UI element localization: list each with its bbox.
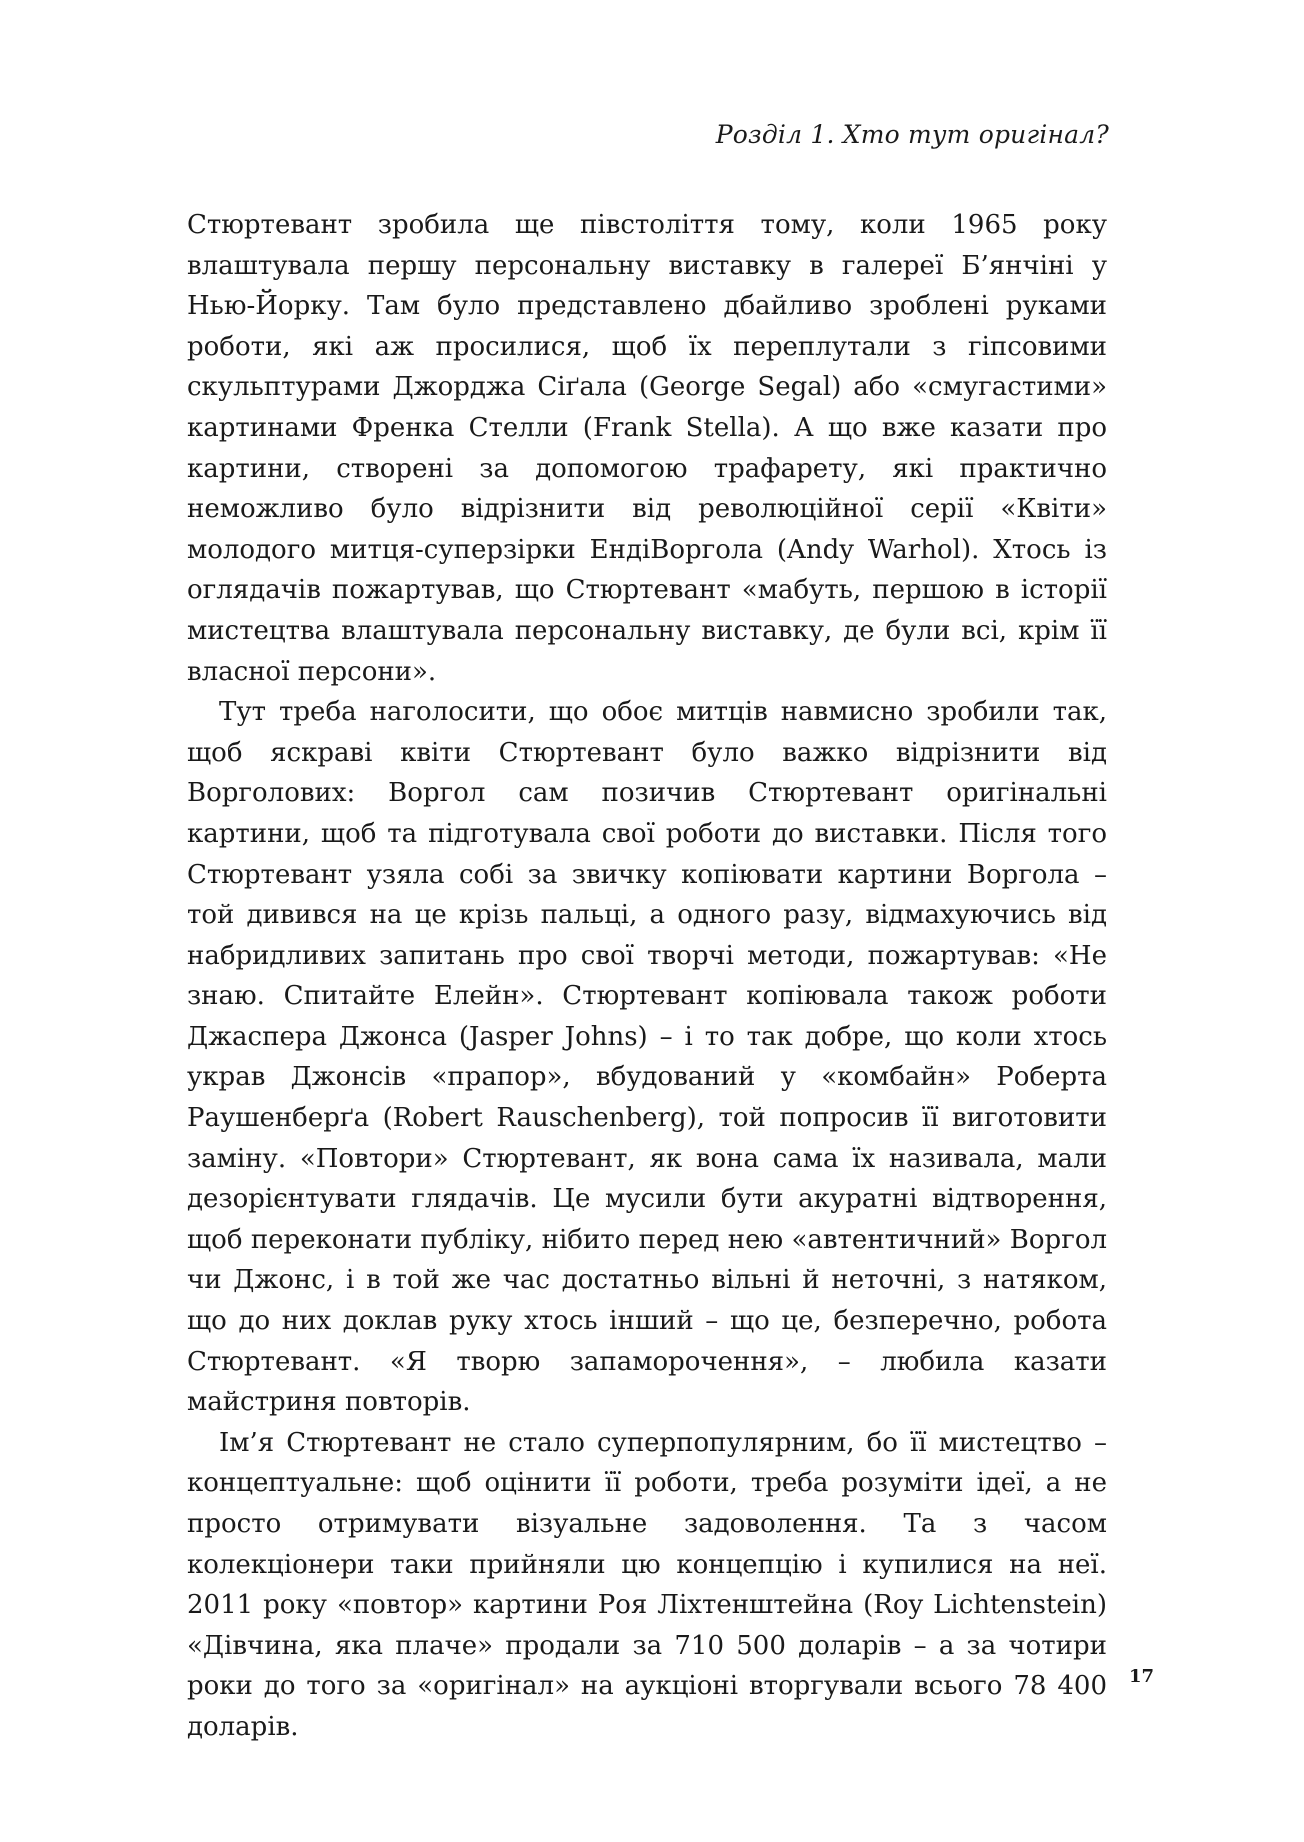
body-text (187, 205, 1107, 1748)
paragraph: Стюртевант зробила ще півстоліття тому, коли 1965 року влаштувала першу персональну виставку в галереї Б’янчіні у Нью-Йорку. Там було представлено дбайливо зроблені руками роботи, які аж просилися, щоб їх переплутали з гіпсовими скульптурами Джорджа Сіґала (George Segal) або «смугастими» картинами Френка Стелли (Frank Stella). А що вже казати про картини, створені за допомогою трафарету, які практично неможливо було відрізнити від революційної серії «Квіти» молодого митця-суперзірки ЕндіВоргола (Andy Warhol). Хтось із оглядачів пожартував, що Стюртевант «мабуть, першою в історії мистецтва влаштувала персональну виставку, де були всі, крім її власної персони». (187, 210, 1107, 687)
running-head: Розділ 1. Хто тут оригінал? (715, 120, 1109, 149)
page-number: 17 (1128, 1666, 1154, 1687)
paragraph: Ім’я Стюртевант не стало суперпопулярним, бо її мистецтво – концептуальне: щоб оцінити її роботи, треба розуміти ідеї, а не просто отримувати візуальне задоволення. Та з часом колекціонери таки прийняли цю концепцію і купилися на неї. 2011 року «повтор» картини Роя Ліхтенштейна (Roy Lichtenstein) «Дівчина, яка плаче» продали за 710 500 доларів – а за чотири роки до того за «оригінал» на аукціоні вторгували всього 78 400 доларів. (187, 1427, 1107, 1742)
paragraph: Тут треба наголосити, що обоє митців навмисно зробили так, щоб яскраві квіти Стюртевант було важко відрізнити від Ворголових: Воргол сам позичив Стюртевант оригінальні картини, щоб та підготувала свої роботи до виставки. Після того Стюртевант узяла собі за звичку копіювати картини Воргола – той дивився на це крізь пальці, а одного разу, відмахуючись від набридливих запитань про свої творчі методи, пожартував: «Не знаю. Спитайте Елейн». Стюртевант копіювала також роботи Джаспера Джонса (Jasper Johns) – і то так добре, що коли хтось украв Джонсів «прапор», вбудований у «комбайн» Роберта Раушенберґа (Robert Rauschenberg), той попросив її виготовити заміну. «Повтори» Стюртевант, як вона сама їх називала, мали дезорієнтувати глядачів. Це мусили бути акуратні відтворення, щоб переконати публіку, нібито перед нею «автентичний» Воргол чи Джонс, і в той же час достатньо вільні й неточні, з натяком, що до них доклав руку хтось інший – що це, безперечно, робота Стюртевант. «Я творю запаморочення», – любила казати майстриня повторів. (187, 697, 1107, 1418)
